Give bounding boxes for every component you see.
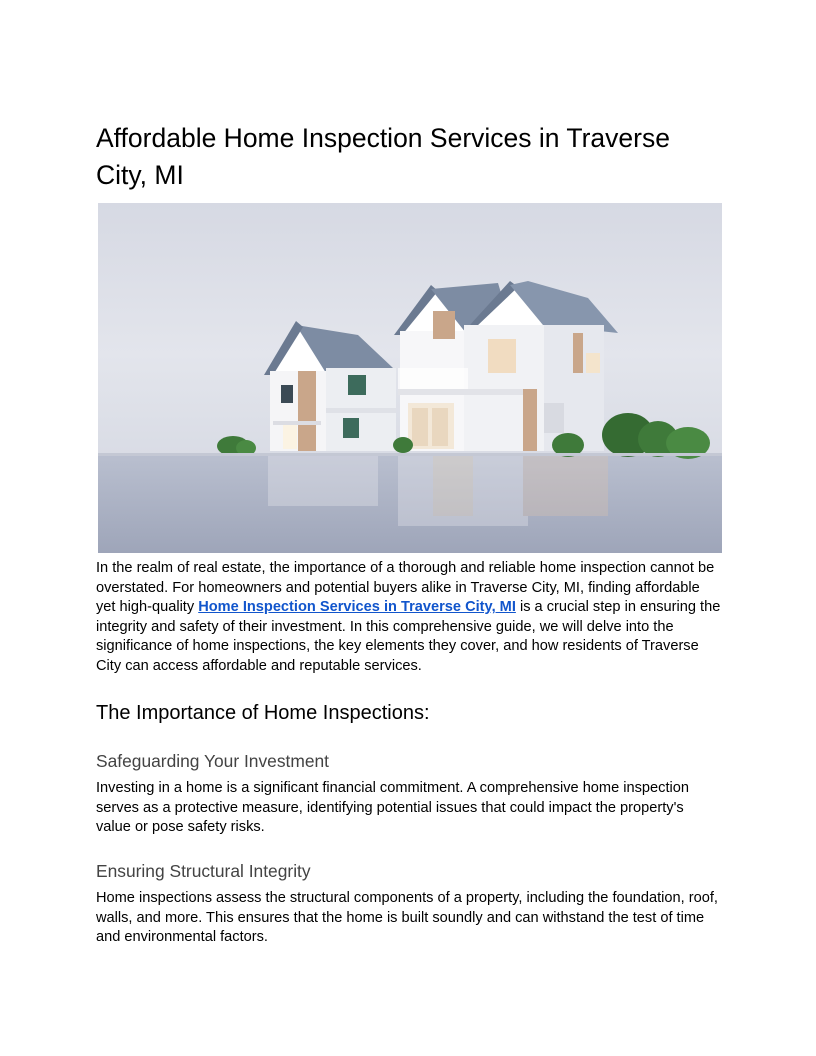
right-house — [394, 281, 618, 451]
page-title: Affordable Home Inspection Services in Traverse City, MI — [96, 123, 670, 190]
section-heading: The Importance of Home Inspections: — [96, 702, 430, 724]
subsection-text-structural: Home inspections assess the structural components of a property, including the foundation, roof, walls, and more. This ensures that the home is built soundly and can withstand the test of time and environmental factors. — [96, 890, 718, 946]
subsection-heading-structural: Ensuring Structural Integrity — [96, 861, 311, 881]
intro-paragraph — [96, 559, 721, 677]
home-inspection-link[interactable]: Home Inspection Services in Traverse City, MI — [198, 599, 516, 616]
intro-text-start: In the realm of real estate, the importance of a thorough and reliable home inspection cannot be overstated. For homeowners and potential buyers alike in Traverse City, MI, finding affordable yet high-quality — [96, 560, 715, 616]
subsection-text-investment: Investing in a home is a significant financial commitment. A comprehensive home inspection serves as a protective measure, identifying potential issues that could impact the property's value or pose safety risks. — [96, 780, 689, 836]
subsection-heading-investment: Safeguarding Your Investment — [96, 751, 330, 771]
hero-house-image — [98, 203, 722, 553]
intro-text-end: is a crucial step in ensuring the integrity and safety of their investment. In this comprehensive guide, we will delve into the significance of home inspections, the key elements they cover, and how residents of Traverse City can access affordable and reputable services. — [96, 599, 721, 674]
